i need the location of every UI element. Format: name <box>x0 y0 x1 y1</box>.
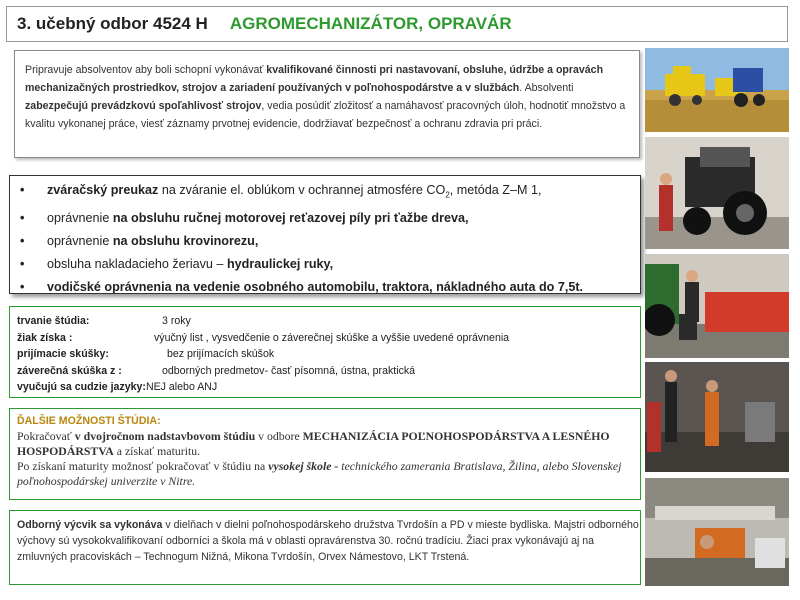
item-text: , metóda Z–M 1, <box>449 183 542 197</box>
photo-machinery <box>645 254 789 358</box>
study-info-box <box>9 306 641 398</box>
training-box <box>9 510 641 585</box>
page-subtitle: AGROMECHANIZÁTOR, OPRAVÁR <box>229 14 512 33</box>
intro-bold-1: kvalifikované činnosti pri nastavovaní, obsluhe, údržbe a opravách mechanizačných prostriedkov, strojov a zariadení používaných v poľnohospodárstve a v službách <box>25 64 604 94</box>
photo-repair <box>645 478 789 586</box>
text: Pokračovať <box>17 429 75 443</box>
item-text: obsluha nakladacieho žeriavu – <box>47 256 227 271</box>
subscript: 2 <box>445 190 450 200</box>
item-bold: hydraulickej ruky, <box>226 256 334 271</box>
info-row <box>17 313 640 330</box>
info-row <box>17 379 640 396</box>
info-value: odborných predmetov- časť písomná, ústna, praktická <box>162 364 416 377</box>
list-item <box>20 179 640 207</box>
item-bold: na obsluhu ručnej motorovej reťazovej píly pri ťažbe dreva, <box>112 210 469 225</box>
text-bold-italic: vysokej škole - <box>268 459 339 473</box>
further-study-box <box>9 408 641 500</box>
bullet: • <box>20 279 25 294</box>
further-para-2 <box>17 459 640 489</box>
photo-tractor <box>645 137 789 249</box>
info-row <box>17 330 640 347</box>
list-item <box>20 207 640 230</box>
bullet: • <box>20 256 25 271</box>
text-bold: v dvojročnom nadstavbovom štúdiu <box>74 429 256 443</box>
bullet: • <box>20 183 25 197</box>
intro-text-2: . Absolventi <box>519 82 574 94</box>
info-key: trvanie štúdia: <box>17 315 90 327</box>
training-bold: Odborný výcvik sa vykonáva <box>17 519 163 531</box>
title-bar <box>6 6 788 42</box>
item-bold: na obsluhu krovinorezu, <box>112 233 259 248</box>
info-row <box>17 346 640 363</box>
text-bold: MECHANIZÁCIA POĽNOHOSPODÁRSTVA A LESNÉHO HOSPODÁRSTVA <box>17 429 610 458</box>
photo-harvester <box>645 48 789 132</box>
bullet: • <box>20 233 25 248</box>
info-key: vyučujú sa cudzie jazyky: <box>17 381 146 393</box>
item-text: na zváranie el. oblúkom v ochrannej atmosfére CO <box>158 183 446 197</box>
info-value: 3 roky <box>162 315 191 327</box>
text: a získať maturitu. <box>113 444 201 458</box>
item-text: oprávnenie <box>47 210 113 225</box>
bullet: • <box>20 210 25 225</box>
info-value: NEJ alebo ANJ <box>145 381 218 393</box>
permissions-list <box>9 175 641 294</box>
photo-workshop <box>645 362 789 472</box>
list-item <box>20 230 640 253</box>
info-key: záverečná skúška z : <box>17 364 122 377</box>
info-value: výučný list , vysvedčenie o záverečnej skúške a vyššie uvedené oprávnenia <box>154 331 510 344</box>
text: Po získaní maturity možnosť pokračovať v štúdiu na <box>17 459 269 473</box>
info-key: žiak získa : <box>17 331 73 344</box>
list-item <box>20 276 640 299</box>
intro-text-3: , vedia posúdiť zložitosť a namáhavosť pracovných úloh, hodnotiť množstvo a kvalitu vykonanej práce, viesť záznamy prvotnej evidencie, dodržiavať bezpečnosť a ochranu zdravia pri práci. <box>25 100 626 130</box>
intro-text: Pripravuje absolventov aby boli schopní vykonávať <box>25 64 267 76</box>
item-bold: zváračský preukaz <box>47 183 159 197</box>
text: v odbore <box>255 429 303 443</box>
intro-box <box>14 50 640 158</box>
page-title: 3. učebný odbor 4524 H <box>17 14 208 33</box>
training-text: v dielňach v dielni poľnohospodárskeho družstva Tvrdošín a PD v mieste bydliska. Majstri odborného výchovy sú vysokokvalifikovaní odborníci a škola má v oblasti opravárenstva 30. ročnú tradíciu. Žiaci prax vykonávajú aj na zmluvných pracoviskách – Technogum Nižná, Mikona Tvrdošín, Orvex Námestovo, LKT Trstená. <box>17 519 639 563</box>
item-text: oprávnenie <box>47 233 113 248</box>
info-row <box>17 363 640 380</box>
item-bold: vodičské oprávnenia na vedenie osobného automobilu, traktora, nákladného auta do 7,5t. <box>47 279 584 294</box>
intro-bold-2: zabezpečujú prevádzkovú spoľahlivosť strojov <box>25 100 262 112</box>
further-para-1 <box>17 429 640 459</box>
list-item <box>20 253 640 276</box>
section-heading: ĎALŠIE MOŽNOSTI ŠTÚDIA: <box>17 415 161 427</box>
info-key: prijímacie skúšky: <box>17 348 109 360</box>
text-italic: technického zamerania Bratislava, Žilina, alebo Slovenskej poľnohospodárskej univerzite v Nitre. <box>17 459 622 488</box>
info-value: bez prijímacích skúšok <box>167 348 275 360</box>
